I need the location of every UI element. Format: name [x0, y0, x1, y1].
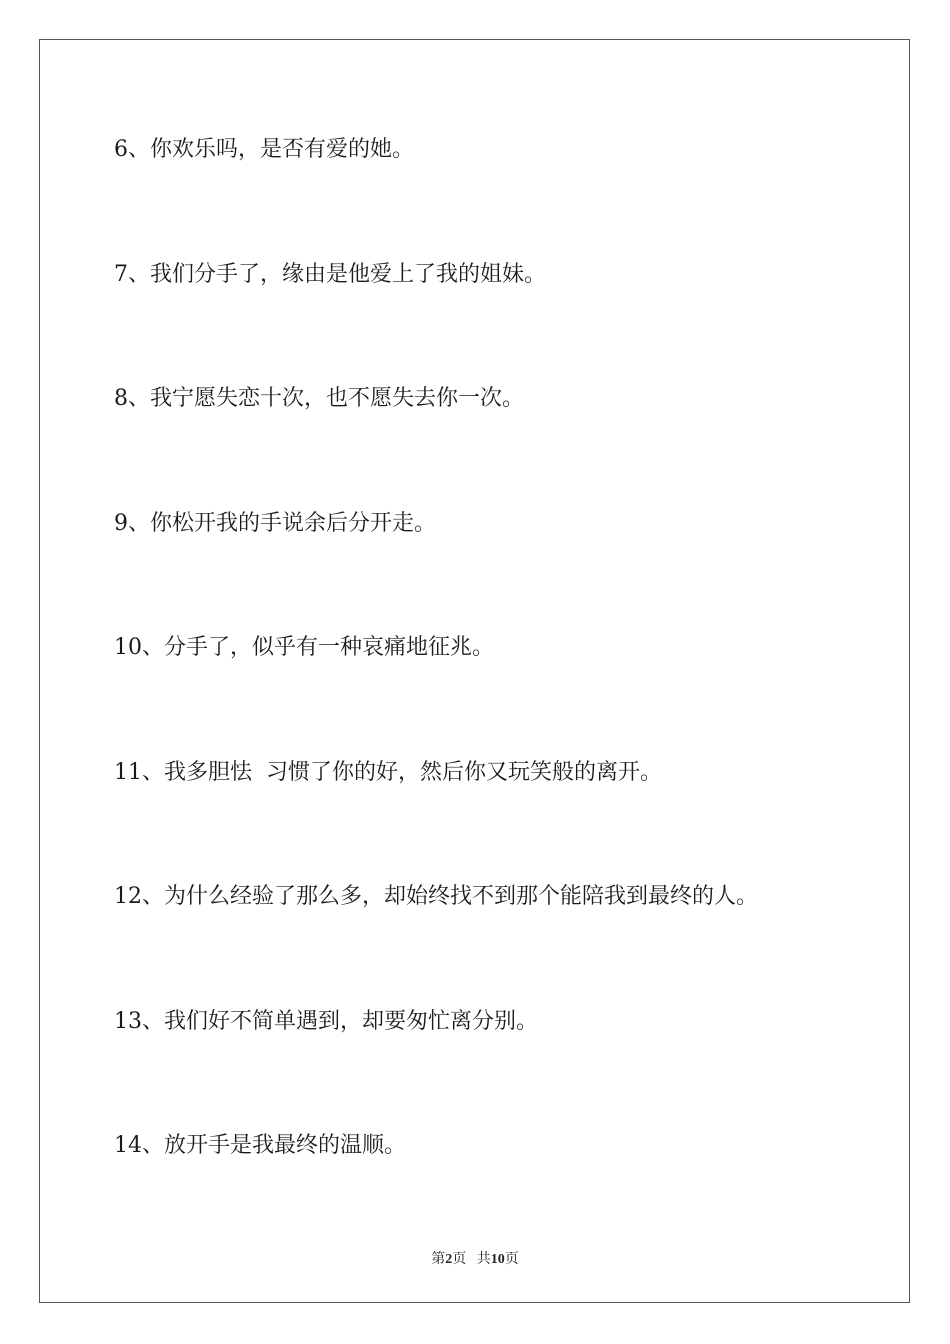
- page-footer: [0, 1248, 950, 1268]
- footer-total-prefix: 共: [476, 1252, 491, 1267]
- text-line-7: 7、我们分手了，缘由是他爱上了我的姐妹。: [114, 262, 546, 287]
- text-line-9: 9、你松开我的手说余后分开走。: [114, 511, 436, 536]
- footer-total-suffix: 页: [504, 1252, 519, 1267]
- text-line-14: 14、放开手是我最终的温顺。: [114, 1133, 406, 1158]
- text-line-13: 13、我们好不简单遇到，却要匆忙离分别。: [114, 1009, 538, 1034]
- text-line-6: 6、你欢乐吗，是否有爱的她。: [114, 137, 414, 162]
- footer-total-pages: 10: [490, 1252, 505, 1267]
- text-line-8: 8、我宁愿失恋十次，也不愿失去你一次。: [114, 386, 524, 411]
- text-line-11: 11、我多胆怯 习惯了你的好，然后你又玩笑般的离开。: [114, 760, 662, 785]
- text-line-12: 12、为什么经验了那么多，却始终找不到那个能陪我到最终的人。: [114, 884, 758, 909]
- text-line-10: 10、分手了，似乎有一种哀痛地征兆。: [114, 635, 494, 660]
- page-frame: [39, 39, 910, 1303]
- footer-page-prefix: 第: [431, 1252, 446, 1267]
- footer-page-suffix: 页: [452, 1252, 467, 1267]
- footer-page-number: 2: [445, 1252, 453, 1267]
